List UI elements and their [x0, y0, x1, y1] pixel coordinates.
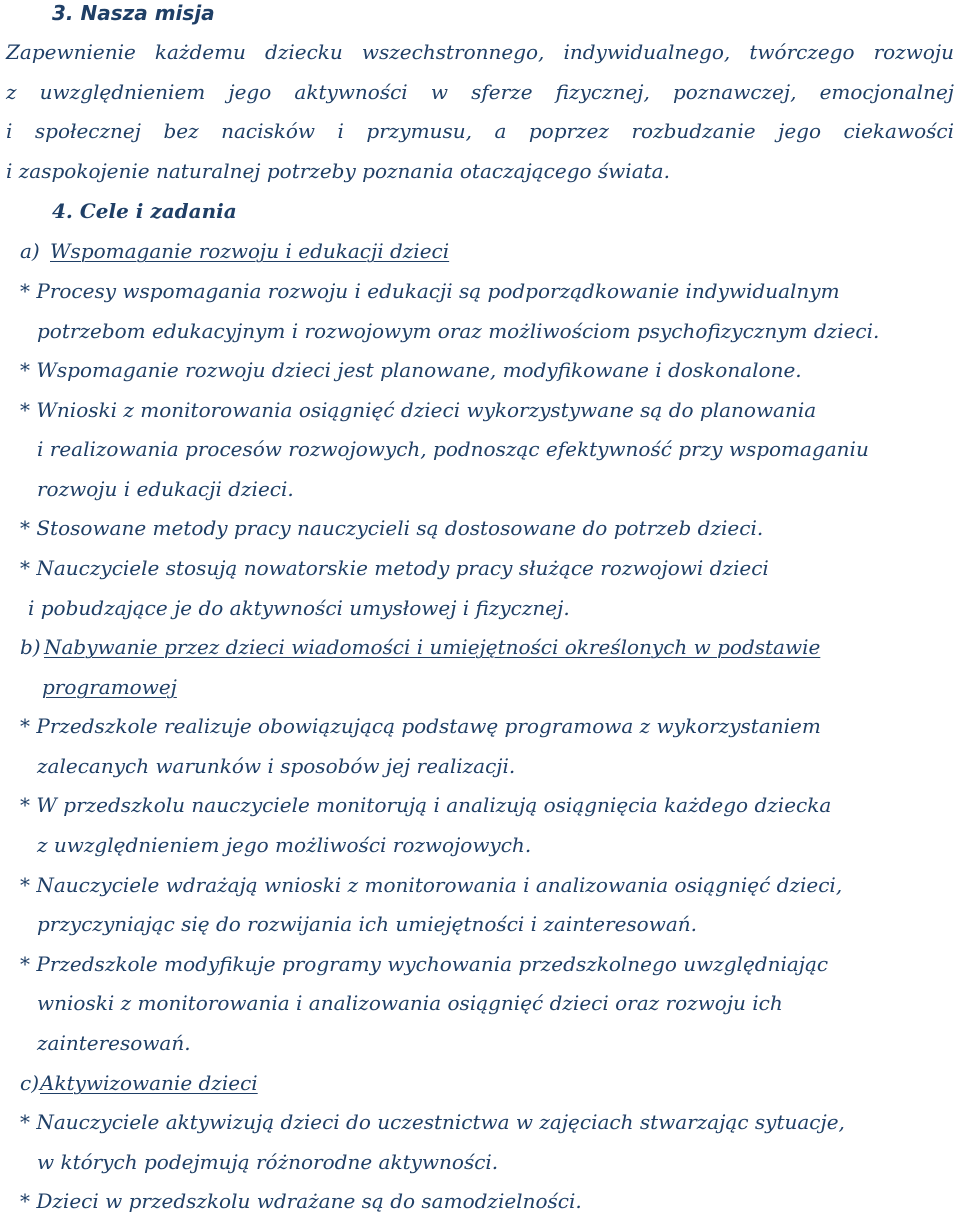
list-item: rozwoju i edukacji dzieci. [37, 477, 294, 501]
list-item: * Nauczyciele stosują nowatorskie metody pracy służące rozwojowi dzieci [20, 556, 769, 580]
subsection-a-title: Wspomaganie rozwoju i edukacji dzieci [50, 239, 450, 263]
list-item: * Nauczyciele wdrażają wnioski z monitorowania i analizowania osiągnięć dzieci, [20, 873, 843, 897]
subsection-a-marker: a) [20, 239, 40, 263]
subsection-b-title-line-1: Nabywanie przez dzieci wiadomości i umiejętności określonych w podstawie [44, 635, 821, 659]
list-item: przyczyniając się do rozwijania ich umiejętności i zainteresowań. [37, 912, 697, 936]
list-item: zainteresowań. [37, 1031, 191, 1055]
mission-line-1: Zapewnienie każdemu dziecku wszechstronnego, indywidualnego, twórczego rozwoju [6, 40, 954, 64]
list-item: i pobudzające je do aktywności umysłowej i fizycznej. [28, 596, 570, 620]
mission-line-4: i zaspokojenie naturalnej potrzeby poznania otaczającego świata. [6, 159, 670, 183]
list-item: w których podejmują różnorodne aktywności. [37, 1150, 499, 1174]
list-item: * Nauczyciele aktywizują dzieci do uczestnictwa w zajęciach stwarzając sytuacje, [20, 1110, 845, 1134]
section-4-heading: 4. Cele i zadania [52, 199, 237, 223]
mission-line-2: z uwzględnieniem jego aktywności w sferze fizycznej, poznawczej, emocjonalnej [6, 80, 954, 104]
list-item: potrzebom edukacyjnym i rozwojowym oraz możliwościom psychofizycznym dzieci. [37, 319, 880, 343]
list-item: * Przedszkole realizuje obowiązującą podstawę programowa z wykorzystaniem [20, 714, 821, 738]
list-item: wnioski z monitorowania i analizowania osiągnięć dzieci oraz rozwoju ich [37, 991, 783, 1015]
list-item: * Stosowane metody pracy nauczycieli są dostosowane do potrzeb dzieci. [20, 516, 764, 540]
list-item: z uwzględnieniem jego możliwości rozwojowych. [37, 833, 532, 857]
list-item: * Dzieci w przedszkolu wdrażane są do samodzielności. [20, 1189, 582, 1213]
list-item: * Przedszkole modyfikuje programy wychowania przedszkolnego uwzględniając [20, 952, 829, 976]
subsection-b-title-line-2: programowej [42, 675, 177, 699]
list-item: * Wnioski z monitorowania osiągnięć dzieci wykorzystywane są do planowania [20, 398, 817, 422]
subsection-c-marker: c) [20, 1071, 40, 1095]
list-item: * W przedszkolu nauczyciele monitorują i analizują osiągnięcia każdego dziecka [20, 793, 832, 817]
section-3-heading: 3. Nasza misja [52, 1, 215, 25]
list-item: i realizowania procesów rozwojowych, podnosząc efektywność przy wspomaganiu [37, 437, 869, 461]
list-item: * Procesy wspomagania rozwoju i edukacji są podporządkowanie indywidualnym [20, 279, 840, 303]
subsection-b-marker: b) [20, 635, 41, 659]
list-item: zalecanych warunków i sposobów jej realizacji. [37, 754, 516, 778]
list-item: * Wspomaganie rozwoju dzieci jest planowane, modyfikowane i doskonalone. [20, 358, 802, 382]
subsection-c-title: Aktywizowanie dzieci [40, 1071, 258, 1095]
mission-line-3: i społecznej bez nacisków i przymusu, a poprzez rozbudzanie jego ciekawości [6, 119, 954, 143]
